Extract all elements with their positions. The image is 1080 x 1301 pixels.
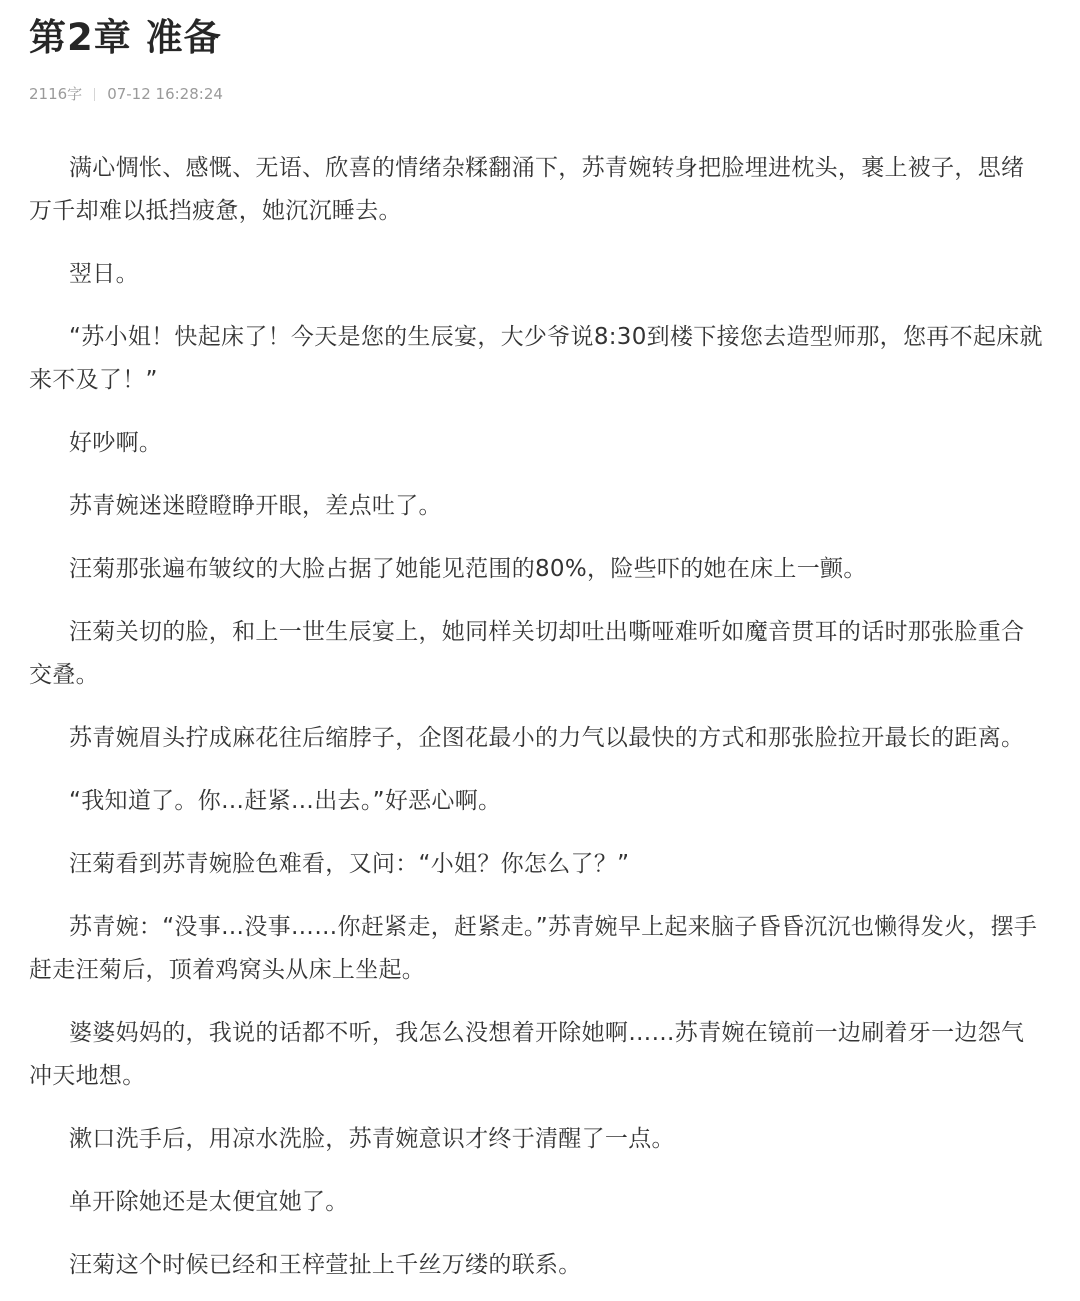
paragraph: 汪菊这个时候已经和王梓萱扯上千丝万缕的联系。 [69,1252,582,1278]
paragraph: 苏青婉迷迷瞪瞪睁开眼，差点吐了。 [69,493,442,519]
chapter-content [29,147,1046,1287]
paragraph: 满心惆怅、感慨、无语、欣喜的情绪杂糅翻涌下，苏青婉转身把脸埋进枕头，裹上被子，思绪万千却难以抵挡疲惫，她沉沉睡去。 [29,155,1025,224]
paragraph: 翌日。 [69,261,139,287]
paragraph: 汪菊关切的脸，和上一世生辰宴上，她同样关切却吐出嘶哑难听如魔音贯耳的话时那张脸重合交叠。 [29,619,1025,688]
chapter-meta [29,84,1046,104]
word-count: 2116字 [29,85,83,103]
paragraph: 单开除她还是太便宜她了。 [69,1189,349,1215]
paragraph: 苏青婉眉头拧成麻花往后缩脖子，企图花最小的力气以最快的方式和那张脸拉开最长的距离。 [69,725,1025,751]
publish-timestamp: 07-12 16:28:24 [107,85,223,103]
paragraph: 好吵啊。 [69,430,163,456]
chapter-title: 第2章 准备 [29,16,222,59]
paragraph: “我知道了。你…赶紧…出去。”好恶心啊。 [69,788,502,814]
paragraph: “苏小姐！快起床了！今天是您的生辰宴，大少爷说8:30到楼下接您去造型师那，您再不起床就来不及了！” [29,324,1043,393]
paragraph: 婆婆妈妈的，我说的话都不听，我怎么没想着开除她啊……苏青婉在镜前一边刷着牙一边怨气冲天地想。 [29,1020,1025,1089]
meta-divider [94,88,95,101]
paragraph: 汪菊那张遍布皱纹的大脸占据了她能见范围的80%，险些吓的她在床上一颤。 [69,556,867,582]
paragraph: 漱口洗手后，用凉水洗脸，苏青婉意识才终于清醒了一点。 [69,1126,675,1152]
paragraph: 汪菊看到苏青婉脸色难看，又问：“小姐？你怎么了？” [69,851,630,877]
paragraph: 苏青婉：“没事…没事……你赶紧走，赶紧走。”苏青婉早上起来脑子昏昏沉沉也懒得发火，摆手赶走汪菊后，顶着鸡窝头从床上坐起。 [29,914,1038,983]
